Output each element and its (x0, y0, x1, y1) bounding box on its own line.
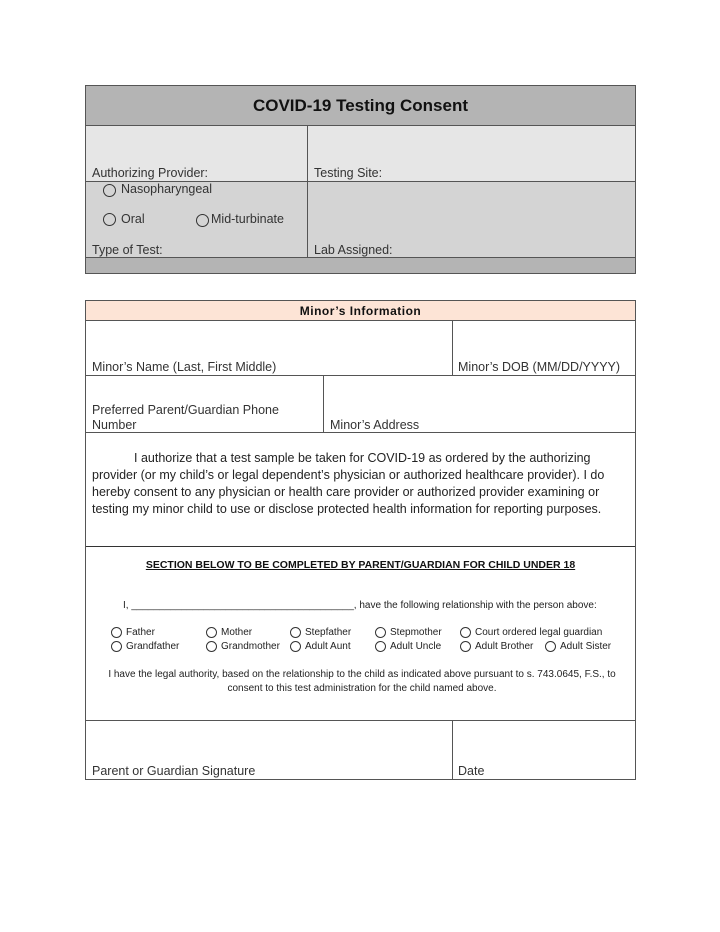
minor-section-title: Minor’s Information (86, 301, 635, 320)
nasopharyngeal-radio[interactable] (103, 184, 116, 197)
relationship-label: Adult Brother (475, 641, 534, 652)
mother-radio[interactable] (206, 627, 217, 638)
relationship-label: Court ordered legal guardian (475, 627, 603, 638)
divider (86, 546, 635, 547)
type-of-test-label: Type of Test: (92, 243, 163, 257)
legal-guardian-radio[interactable] (460, 627, 471, 638)
minor-dob-label: Minor’s DOB (MM/DD/YYYY) (458, 360, 621, 374)
guardian-signature-label: Parent or Guardian Signature (92, 764, 256, 778)
relationship-label: Grandfather (126, 641, 180, 652)
divider (86, 432, 635, 433)
relationship-label: Grandmother (221, 641, 280, 652)
legal-authority-statement: I have the legal authority, based on the relationship to the child as indicated above pursuant to s. 743.0645, F.S., to consent to this test administration for the child named above. (108, 669, 616, 694)
consent-paragraph (92, 450, 632, 518)
oral-radio[interactable] (103, 213, 116, 226)
nasopharyngeal-label: Nasopharyngeal (121, 182, 213, 196)
date-label: Date (458, 764, 485, 778)
relationship-label: Adult Aunt (305, 641, 351, 652)
guardian-phone-label-line2: Number (92, 418, 137, 432)
adult-brother-radio[interactable] (460, 641, 471, 652)
stepfather-radio[interactable] (290, 627, 301, 638)
relationship-statement: I, ________________________________________, have the following relationship with the person above: (123, 600, 597, 611)
mid-turbinate-label: Mid-turbinate (211, 212, 284, 226)
relationship-label: Father (126, 627, 155, 638)
lab-assigned-label: Lab Assigned: (314, 243, 393, 257)
adult-aunt-radio[interactable] (290, 641, 301, 652)
relationship-label: Stepmother (390, 627, 442, 638)
divider (452, 321, 453, 375)
consent-text: I authorize that a test sample be taken for COVID-19 as ordered by the authorizing provider (or my child’s or legal dependent’s physician or authorized healthcare provider). I do hereby consent to any physician or health care provider or authorized provider examining or testing my minor child to use or disclose protected health information for reporting purposes. (92, 451, 605, 516)
relationship-label: Mother (221, 627, 253, 638)
father-radio[interactable] (111, 627, 122, 638)
grandfather-radio[interactable] (111, 641, 122, 652)
form-title: COVID-19 Testing Consent (86, 86, 635, 126)
relationship-label: Stepfather (305, 627, 352, 638)
authorizing-provider-label: Authorizing Provider: (92, 166, 209, 180)
mid-turbinate-radio[interactable] (196, 214, 209, 227)
testing-site-label: Testing Site: (314, 166, 383, 180)
guardian-section-heading: SECTION BELOW TO BE COMPLETED BY PARENT/GUARDIAN FOR CHILD UNDER 18 (145, 559, 576, 571)
relationship-label: Adult Sister (560, 641, 612, 652)
adult-sister-radio[interactable] (545, 641, 556, 652)
divider (323, 376, 324, 432)
grandmother-radio[interactable] (206, 641, 217, 652)
minor-name-label: Minor’s Name (Last, First Middle) (92, 360, 277, 374)
adult-uncle-radio[interactable] (375, 641, 386, 652)
guardian-phone-label-line1: Preferred Parent/Guardian Phone (92, 403, 279, 417)
relationship-label: Adult Uncle (390, 641, 442, 652)
stepmother-radio[interactable] (375, 627, 386, 638)
oral-label: Oral (121, 212, 145, 226)
minor-address-label: Minor’s Address (330, 418, 420, 432)
bottom-band (86, 258, 635, 273)
divider (452, 721, 453, 779)
